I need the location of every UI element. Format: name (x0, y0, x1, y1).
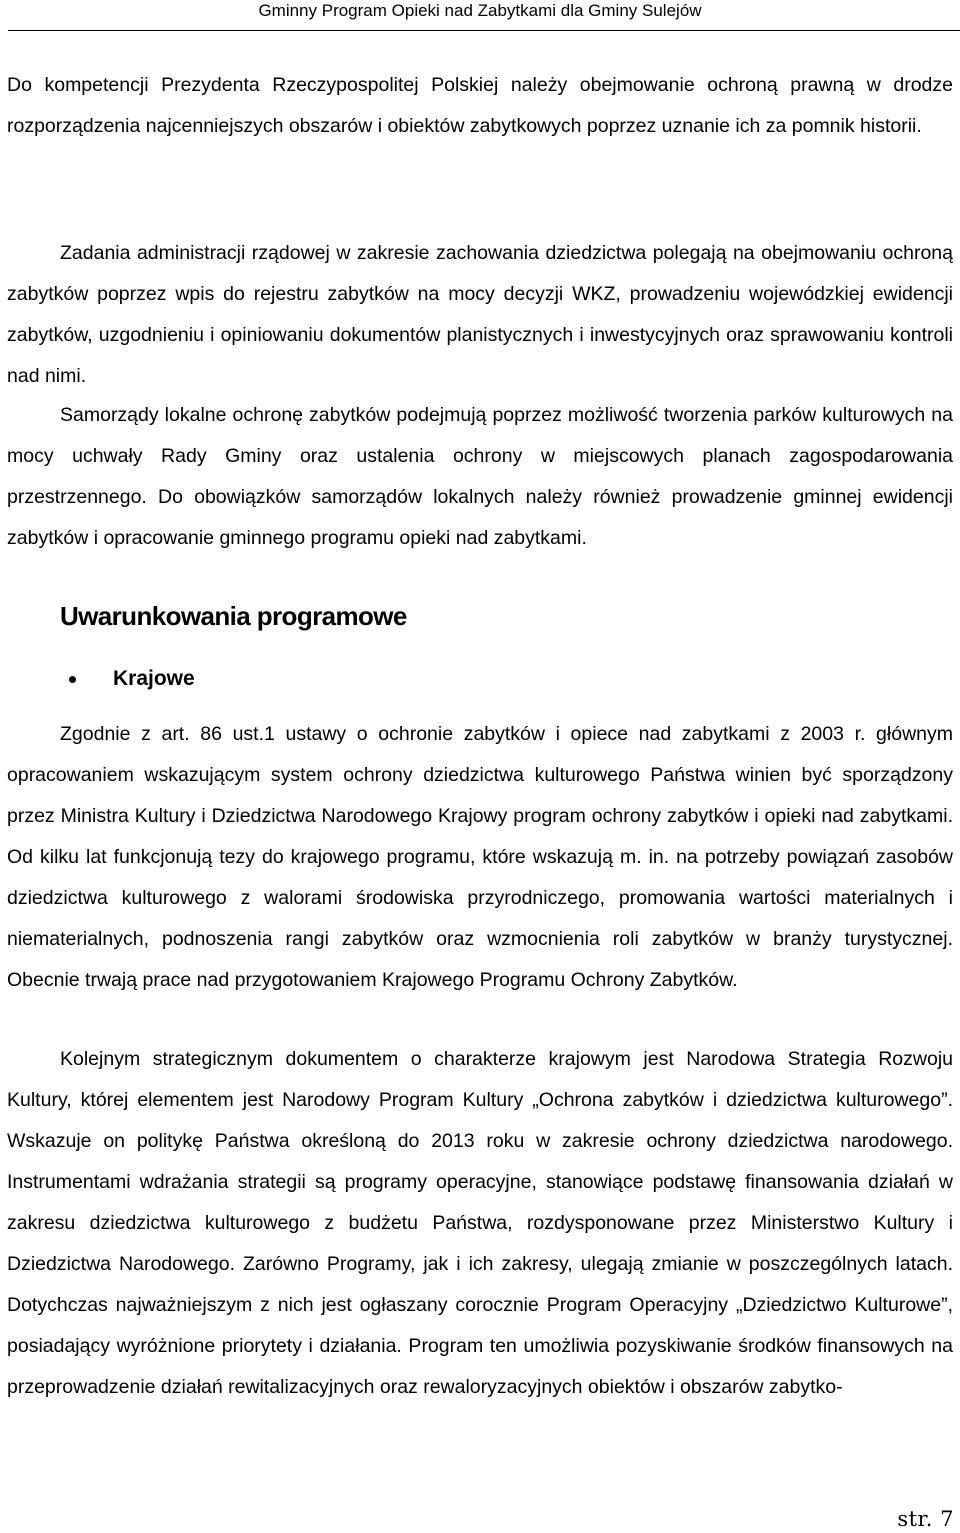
running-header: Gminny Program Opieki nad Zabytkami dla Gminy Sulejów (258, 1, 702, 20)
paragraph-president-competence: Do kompetencji Prezydenta Rzeczypospolitej Polskiej należy obejmowanie ochroną prawną w drodze rozporządzenia najcenniejszych obszarów i obiektów zabytkowych poprzez uznanie ich za pomnik historii. (7, 74, 953, 137)
bullet-icon (69, 676, 76, 683)
subsection-label: Krajowe (113, 667, 195, 690)
paragraph-local-governments: Samorządy lokalne ochronę zabytków podejmują poprzez możliwość tworzenia parków kulturowych na mocy uchwały Rady Gminy oraz ustalenia ochrony w miejscowych planach zagospodarowania przestrzennego. Do obowiązków samorządów lokalnych należy również prowadzenie gminnej ewidencji zabytków i opracowanie gminnego programu opieki nad zabytkami. (7, 404, 953, 549)
page-number: str. 7 (897, 1507, 954, 1531)
header-divider (8, 30, 960, 31)
paragraph-national-program: Zgodnie z art. 86 ust.1 ustawy o ochronie zabytków i opiece nad zabytkami z 2003 r. głównym opracowaniem wskazującym system ochrony dziedzictwa kulturowego Państwa winien być sporządzony przez Ministra Kultury i Dziedzictwa Narodowego Krajowy program ochrony zabytków i opieki nad zabytkami. Od kilku lat funkcjonują tezy do krajowego programu, które wskazują m. in. na potrzeby powiązań zasobów dziedzictwa kulturowego z walorami środowiska przyrodniczego, promowania wartości materialnych i niematerialnych, podnoszenia rangi zabytków oraz wzmocnienia roli zabytków w branży turystycznej. Obecnie trwają prace nad przygotowaniem Krajowego Programu Ochrony Zabytków. (7, 723, 953, 991)
paragraph-national-strategy: Kolejnym strategicznym dokumentem o charakterze krajowym jest Narodowa Strategia Rozwoju Kultury, której elementem jest Narodowy Program Kultury „Ochrona zabytków i dziedzictwa kulturowego”. Wskazuje on politykę Państwa określoną do 2013 roku w zakresie ochrony dziedzictwa narodowego. Instrumentami wdrażania strategii są programy operacyjne, stanowiące podstawę finansowania działań w zakresu dziedzictwa kulturowego z budżetu Państwa, rozdysponowane przez Ministerstwo Kultury i Dziedzictwa Narodowego. Zarówno Programy, jak i ich zakresy, ulegają zmianie w poszczególnych latach. Dotychczas najważniejszym z nich jest ogłaszany corocznie Program Operacyjny „Dziedzictwo Kulturowe”, posiadający wyróżnione priorytety i działania. Program ten umożliwia pozyskiwanie środków finansowych na przeprowadzenie działań rewitalizacyjnych oraz rewaloryzacyjnych obiektów i obszarów zabytko- (7, 1048, 953, 1398)
section-heading: Uwarunkowania programowe (60, 601, 407, 631)
paragraph-government-tasks: Zadania administracji rządowej w zakresie zachowania dziedzictwa polegają na obejmowaniu ochroną zabytków poprzez wpis do rejestru zabytków na mocy decyzji WKZ, prowadzeniu wojewódzkiej ewidencji zabytków, uzgodnieniu i opiniowaniu dokumentów planistycznych i inwestycyjnych oraz sprawowaniu kontroli nad nimi. (7, 242, 953, 387)
subsection-item (69, 662, 195, 696)
